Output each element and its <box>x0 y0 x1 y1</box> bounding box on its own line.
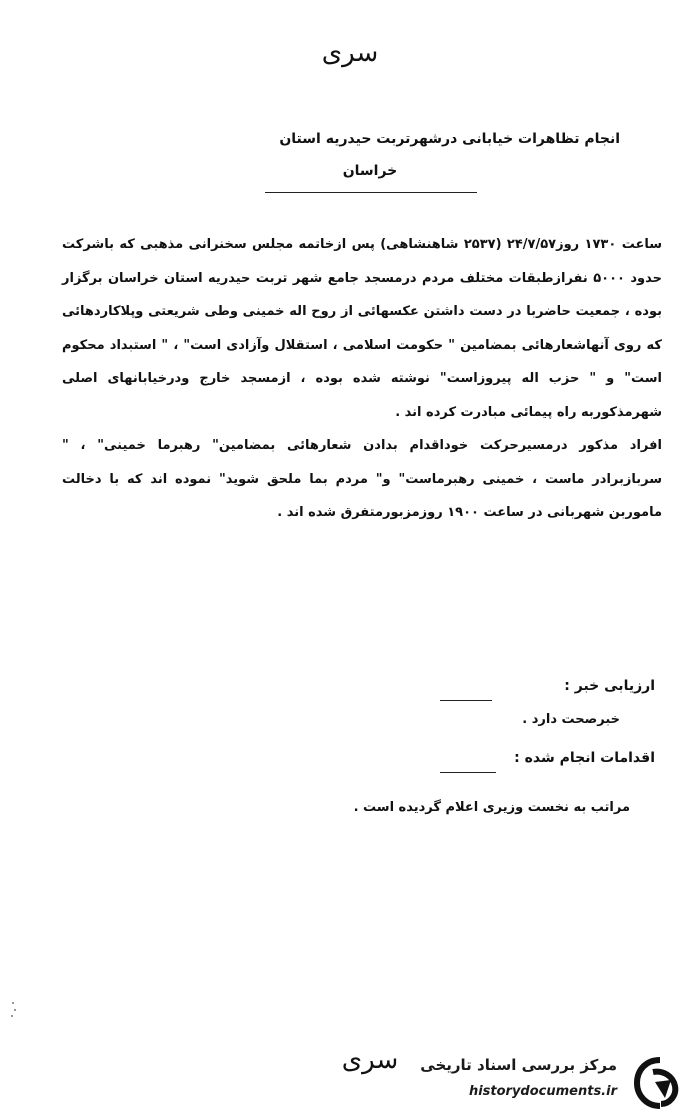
document-title: انجام تظاهرات خیابانی درشهرتربت حیدریه استان <box>279 131 620 147</box>
title-underline <box>265 192 477 193</box>
document-title-continued: خراسان <box>342 163 398 179</box>
assessment-heading: ارزیابی خبر : <box>564 678 655 694</box>
classification-label: سری <box>321 38 379 68</box>
actions-heading: اقدامات انجام شده : <box>514 750 655 766</box>
watermark-url: historydocuments.ir <box>468 1084 617 1099</box>
actions-heading-underline <box>440 772 496 773</box>
scan-speck <box>10 1000 18 1020</box>
watermark-name: مرکز بررسی اسناد تاریخی <box>420 1056 617 1074</box>
classification-footer-label: سری <box>341 1045 399 1075</box>
body-paragraph: ساعت ۱۷۳۰ روز۲۴/۷/۵۷ (۲۵۳۷ شاهنشاهی) پس ازخاتمه مجلس سخنرانی مذهبی که باشرکت حدود ۵۰۰۰ نفرازطبقات مختلف مردم درمسجد جامع شهر تربت حیدریه استان خراسان برگزار بوده ، جمعیت حاضربا در دست داشتن عکسهائی از روح اله خمینی وطی شریعتی وپلاکاردهائی که روی آنهاشعارهائی بمضامین " حکومت اسلامی ، استقلال وآزادی است" ، " استبداد محکوم است" و " حزب اله پیروزاست" نوشته شده بوده ، ازمسجد خارج ودرخیابانهای اصلی شهرمذکوربه راه پیمائی مبادرت کرده اند . <box>62 237 662 420</box>
actions-text: مراتب به نخست وزیری اعلام گردیده است . <box>353 800 630 815</box>
assessment-heading-underline <box>440 700 492 701</box>
archive-logo-icon <box>631 1054 689 1112</box>
document-body <box>62 228 662 530</box>
archive-watermark <box>420 1052 695 1110</box>
assessment-text: خبرصحت دارد . <box>522 712 620 727</box>
body-paragraph: افراد مذکور درمسیرحرکت خوداقدام بدادن شعارهائی بمضامین" رهبرما خمینی" ، " سربازبرادر ماست ، خمینی رهبرماست" و" مردم بما ملحق شوید" نموده اند که با دخالت ماموربن شهربانی در ساعت ۱۹۰۰ روزمزبورمتفرق شده اند . <box>62 438 662 520</box>
